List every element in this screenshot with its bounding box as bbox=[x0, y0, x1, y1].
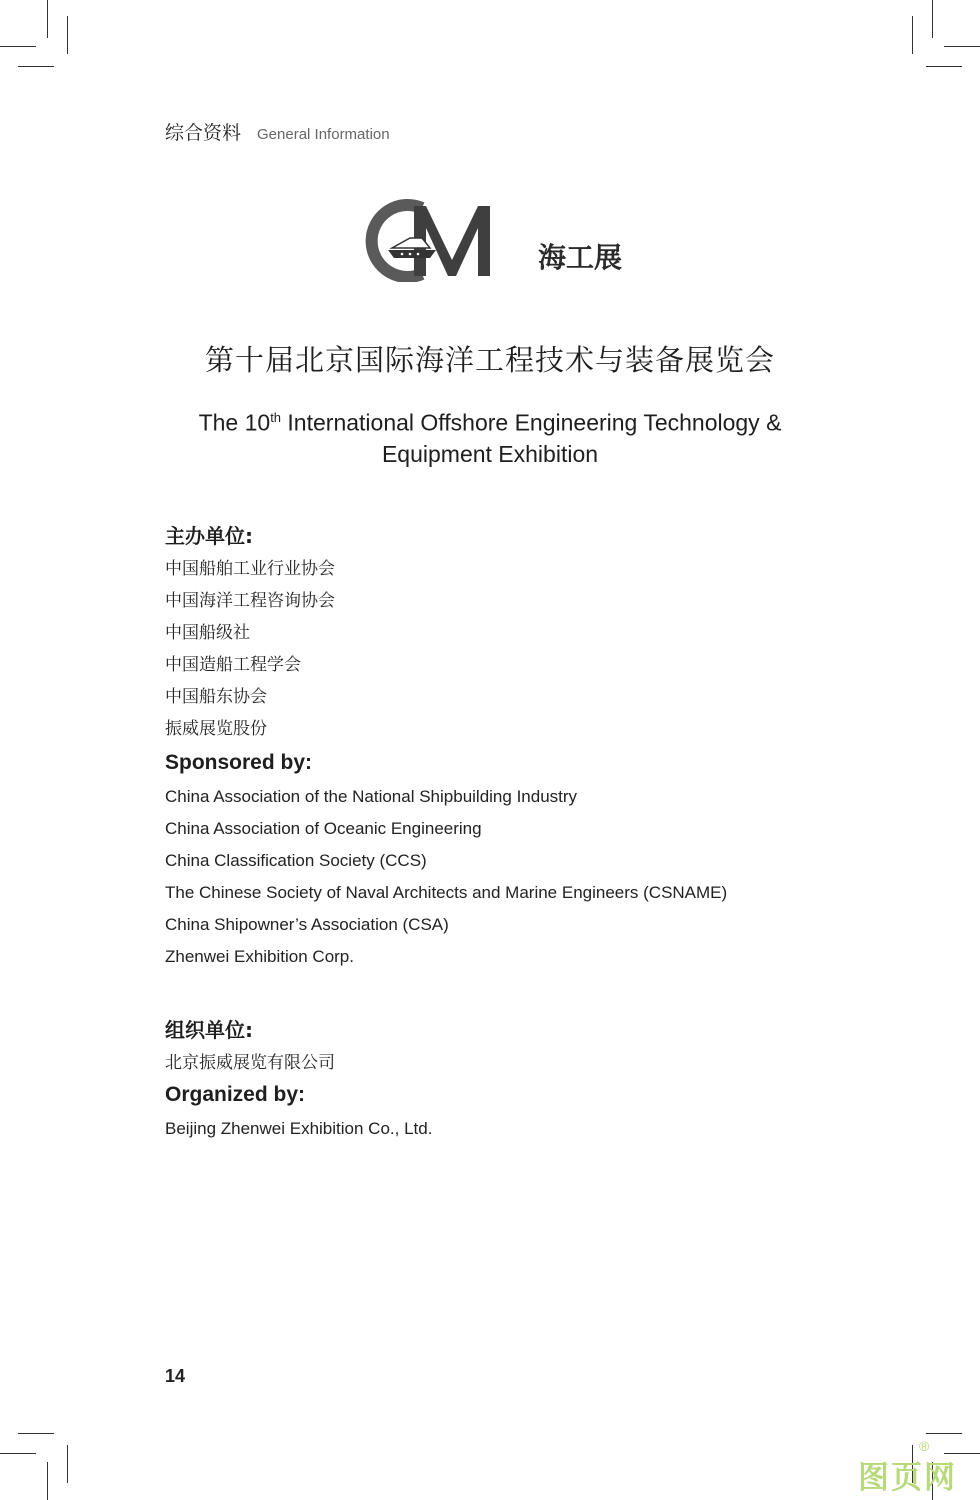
organizers-section bbox=[165, 1014, 432, 1145]
crop-mark bbox=[944, 46, 980, 47]
title-zh: 第十届北京国际海洋工程技术与装备展览会 bbox=[204, 343, 775, 377]
crop-mark bbox=[926, 1433, 962, 1434]
sponsor-item-zh: 中国船舶工业行业协会 bbox=[165, 559, 335, 579]
organizer-item-zh: 北京振威展览有限公司 bbox=[165, 1053, 335, 1073]
title-en bbox=[0, 402, 980, 470]
sponsor-item-zh: 中国船东协会 bbox=[165, 687, 267, 707]
sponsor-item-zh: 振威展览股份 bbox=[165, 719, 267, 739]
title-en-prefix: The 10 bbox=[198, 409, 271, 436]
crop-mark bbox=[0, 46, 36, 47]
title-en-rest: International Offshore Engineering Technology & bbox=[281, 409, 782, 436]
sponsor-item-en: The Chinese Society of Naval Architects and Marine Engineers (CSNAME) bbox=[165, 883, 728, 902]
sponsors-heading-zh: 主办单位: bbox=[165, 524, 253, 548]
logo-name: 海工展 bbox=[538, 241, 623, 274]
organizer-item-en: Beijing Zhenwei Exhibition Co., Ltd. bbox=[165, 1119, 433, 1138]
running-header bbox=[165, 118, 390, 145]
sponsor-item-en: China Association of the National Shipbuilding Industry bbox=[165, 787, 578, 806]
crop-mark bbox=[67, 16, 68, 54]
crop-mark bbox=[912, 16, 913, 54]
sponsors-heading-en: Sponsored by: bbox=[165, 751, 313, 774]
sponsor-item-zh: 中国船级社 bbox=[165, 623, 250, 643]
crop-mark bbox=[932, 0, 933, 38]
sponsor-item-zh: 中国海洋工程咨询协会 bbox=[165, 591, 335, 611]
cm-logo-icon bbox=[356, 198, 506, 282]
crop-mark bbox=[67, 1445, 68, 1483]
title-en-line2: Equipment Exhibition bbox=[381, 440, 599, 467]
page-number: 14 bbox=[165, 1366, 186, 1386]
header-en: General Information bbox=[257, 126, 390, 143]
crop-mark bbox=[0, 1453, 36, 1454]
organizers-heading-en: Organized by: bbox=[165, 1083, 306, 1106]
sponsor-item-en: China Association of Oceanic Engineering bbox=[165, 819, 482, 838]
crop-mark bbox=[926, 66, 962, 67]
crop-mark bbox=[18, 1433, 54, 1434]
crop-mark bbox=[18, 66, 54, 67]
watermark-logo: 图页网 bbox=[858, 1460, 957, 1496]
registered-mark: ® bbox=[919, 1438, 930, 1454]
crop-mark bbox=[47, 1462, 48, 1500]
organizers-heading-zh: 组织单位: bbox=[165, 1018, 253, 1042]
sponsors-section bbox=[165, 520, 727, 973]
crop-mark bbox=[47, 0, 48, 38]
header-zh: 综合资料 bbox=[165, 122, 242, 144]
sponsor-item-en: China Classification Society (CCS) bbox=[165, 851, 427, 870]
sponsor-item-en: Zhenwei Exhibition Corp. bbox=[165, 947, 354, 966]
title-en-ordinal: th bbox=[270, 410, 282, 425]
sponsor-item-en: China Shipowner’s Association (CSA) bbox=[165, 915, 449, 934]
sponsor-item-zh: 中国造船工程学会 bbox=[165, 655, 301, 675]
